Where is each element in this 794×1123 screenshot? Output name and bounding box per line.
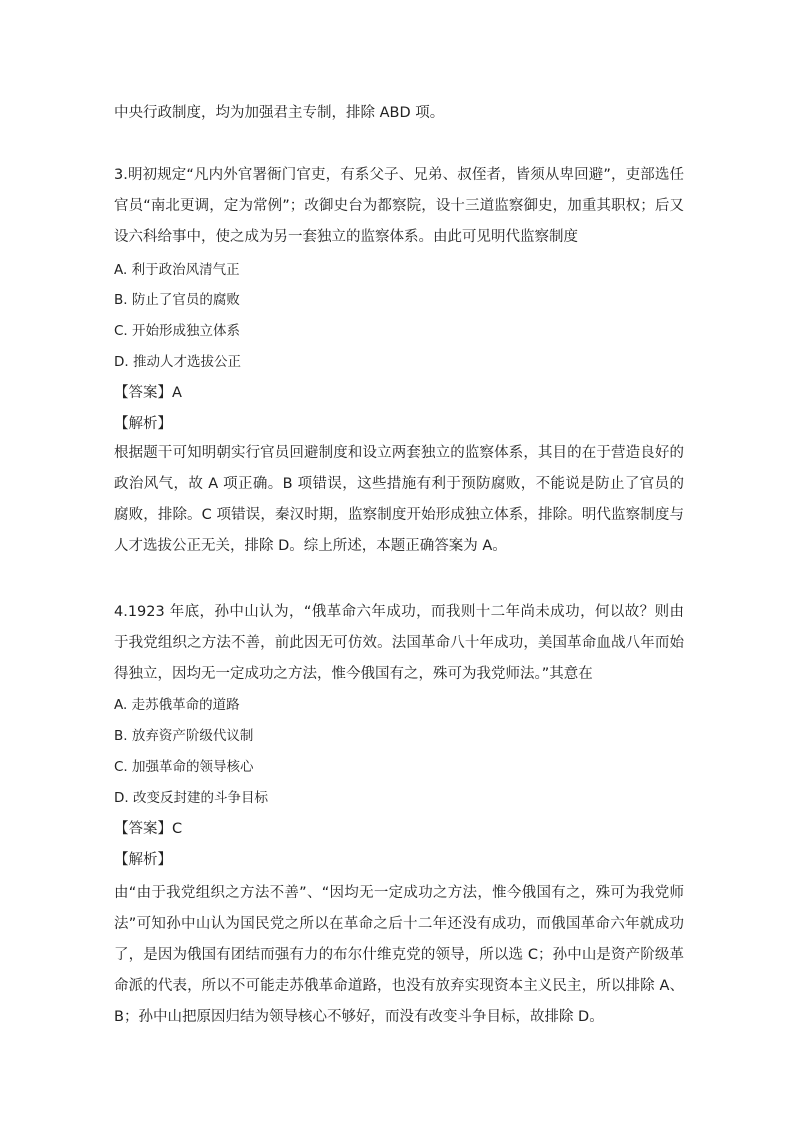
question-4-option-a: A. 走苏俄革命的道路 bbox=[114, 697, 240, 713]
question-4-option-b: B. 放弃资产阶级代议制 bbox=[114, 728, 254, 744]
question-4-analysis: 由“由于我党组织之方法不善”、“因均无一定成功之方法，惟今俄国有之，殊可为我党师法”可知孙中山认为国民党之所以在革命之后十二年还没有成功，而俄国革命六年就成功了，是因为俄国有团结而强有力的布尔什维克党的领导，所以选 C；孙中山是资产阶级革命派的代表，所以不可能走苏俄革命道路，也没有放弃实现资本主义民主，所以排除 A、B；孙中山把原因归结为领导核心不够好，而没有改变斗争目标，故排除 D。 bbox=[114, 885, 684, 1025]
question-4-option-d: D. 改变反封建的斗争目标 bbox=[114, 790, 268, 806]
intro-text: 中央行政制度，均为加强君主专制，排除 ABD 项。 bbox=[114, 105, 445, 121]
question-3-stem: 3.明初规定“凡内外官署衙门官吏，有系父子、兄弟、叔侄者，皆须从卑回避”，吏部选任官员“南北更调，定为常例”；改御史台为都察院，设十三道监察御史，加重其职权；后又设六科给事中，使之成为另一套独立的监察体系。由此可见明代监察制度 bbox=[114, 167, 684, 245]
question-4-option-c: C. 加强革命的领导核心 bbox=[114, 759, 254, 775]
question-3-option-a: A. 利于政治风清气正 bbox=[114, 262, 240, 278]
question-3-option-c: C. 开始形成独立体系 bbox=[114, 323, 241, 339]
question-3-option-b: B. 防止了官员的腐败 bbox=[114, 292, 240, 308]
question-4-stem: 4.1923 年底，孙中山认为，“俄革命六年成功，而我则十二年尚未成功，何以故？则由于我党组织之方法不善，前此因无可仿效。法国革命八十年成功，美国革命血战八年而始得独立，因均无一定成功之方法，惟今俄国有之，殊可为我党师法。”其意在 bbox=[114, 604, 684, 682]
question-3-answer: 【答案】A bbox=[114, 385, 182, 401]
question-3-analysis-label: 【解析】 bbox=[114, 416, 172, 432]
question-4-analysis-label: 【解析】 bbox=[114, 852, 172, 868]
question-4-answer: 【答案】C bbox=[114, 821, 183, 837]
question-3-analysis: 根据题干可知明朝实行官员回避制度和设立两套独立的监察体系，其目的在于营造良好的政治风气，故 A 项正确。B 项错误，这些措施有利于预防腐败，不能说是防止了官员的腐败，排除。C 项错误，秦汉时期，监察制度开始形成独立体系，排除。明代监察制度与人才选拔公正无关，排除 D。综上所述，本题正确答案为 A。 bbox=[114, 445, 684, 554]
question-3-option-d: D. 推动人才选拔公正 bbox=[114, 354, 241, 370]
